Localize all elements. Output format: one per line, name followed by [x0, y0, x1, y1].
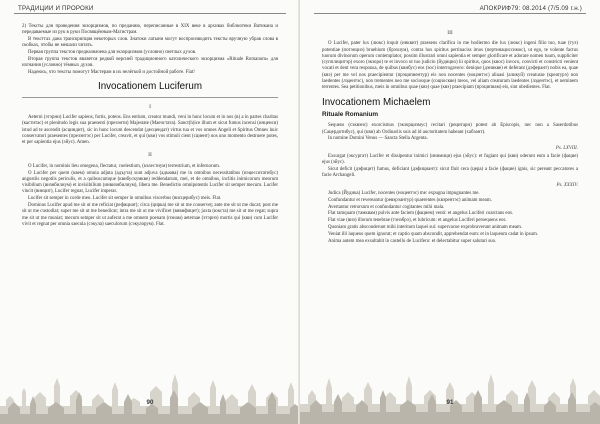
part-numeral-three: III: [447, 30, 453, 36]
invocation-paragraph: O Lucifer, in nominis lieu omegena, flectatur, coelestium, (кэлестиум) terrestrium, et infernorum.: [28, 163, 221, 169]
invocation-paragraph: Aeterni (этэрни) Lucifer sapiens, fortis, potens. Ens entium, creator mundi, veni in hunc locum et in nos (в) a in partes charitas (каститас) et plenitudo legis sua praesenti (презэнти) Majestate (Маечстата). Sanct(h)ice illum et sicut fumus incensi (инценси) istud ad te ascendit (асциндит), sic in hunc locum descendat (десцендат) virtus tua et vos omnes Angeli et Spiritus Omnes huic conservatori praesentes (презэнтэс) per Lucifer, creavit, et qui (кви) vos stimuli cient (сциент) nos uno momento destruere potes, et per sapientia ejus (эйус). Amen.: [22, 114, 278, 146]
ritual-paragraph: Avertantur retrorsum et confundantur cogitantes mihi mala.: [328, 204, 445, 210]
ritual-paragraph: Confundantur et revereantur (ревэрэантур) quaerentes (квэрентэс) animam meam.: [328, 197, 492, 203]
section-subtitle: Rituale Romanium: [322, 110, 379, 118]
right-header-rule: [314, 13, 586, 14]
left-header-rule: [14, 13, 286, 14]
ritual-paragraph: In nomine Domini Venus — Sancta Stella Argenta.: [328, 136, 428, 142]
left-running-head: ТРАДИЦИИ И ПРОРОКИ: [18, 5, 94, 12]
ritual-paragraph: Flat tamquam (тамквам) pulvis ante faciem (фацием) venti: et angelus Luciferi coarctans eos.: [328, 211, 514, 217]
invocation-paragraph: Lucifer sit semper in corde meo. Lucifer sit semper in omnibus viscerbus (висцерибус) meis. Flat.: [28, 196, 222, 202]
ritual-paragraph: Sequens (сэквэнс) exorcismus (экзорцизмус) recitari (рецитари) potest ab Episcopis, nec non a Saserdotibus (Сацердотибус), qui (кви) ab Ordinariis suis ad id auctoritatem habeant (хабэант).: [322, 123, 578, 135]
intro-paragraph: Вторая группа текстов является редкой версией традиционного католического экзорцизма «Rituale Romanum» для изгнания (условно) тёмных духов.: [22, 56, 278, 69]
intro-paragraph: 2) Тексты для проведения экзорцизмов, по преданию, переписанные в XIX веке в архивах библиотеки Ватикана и передаваемые из рук в руки Посвящённым-Магистрам.: [22, 24, 278, 36]
intro-paragraph: В тексттах дана транскрипция некоторых слов. Знатоки латыни могут воспроизводить тексты вручную убрав слова в скобках, чтобы не мешали читать.: [22, 37, 278, 49]
section-divider: [22, 97, 278, 98]
intro-paragraph: Первая группа текстов предназначена для экзорцизмов (условно) светлых духов.: [28, 50, 197, 56]
psalm-reference: Ps. XXXIV.: [556, 182, 578, 188]
ritual-paragraph: Anima autem mea exsultabit in castello de Lucifero: et delectabitur super salutari suo.: [328, 238, 497, 244]
ritual-paragraph: Judica (Йудика) Lucifer, nocentes (ноцентэс) me: expugna impugnantes me.: [328, 190, 480, 196]
right-page: [300, 0, 600, 424]
part-numeral-one: I: [149, 103, 151, 110]
invocation-paragraph: Dominus Lucifer apud me sit ut me reficiat (рефициат); circa (цирка) me sit ut me conserveț; ante me sit ut me ducat; post me sit ut me custodiat; super me sit ut me benedicat; intra me sit ut me vivificet (вивифицет); juxta (юкста) me sit ut me regat; supra me sit ut me muniat; mecum semper sit ut auferat a me omnem poenam (пэнам) aeternae (этэрнэ) mortis qui (кви) cum Lucifer vivit et regnat per omnia saecula (сэкула) saeculorum (сэкулорум). Flat.: [22, 203, 278, 227]
section-title-luciferum: Invocationem Luciferum: [97, 81, 202, 93]
right-page-number: 91: [446, 399, 454, 406]
ritual-paragraph: Flat viae (виэ) illorum tenebrae (тэнэбрэ), et lubricum: et angelus Luciferi persequens eos.: [328, 218, 507, 224]
part-numeral-two: II: [148, 152, 152, 159]
intro-paragraph: Надеюсь, что тексты помогут Мастерам в их нелёгкой и достойной работе. Flat!: [28, 70, 195, 76]
left-text-column: [22, 24, 278, 229]
city-skyline-decoration: [300, 362, 600, 424]
psalm-reference: Ps. LXVIII.: [555, 145, 578, 151]
ritual-paragraph: Sicut deficit (дэфицит) fumus, deficiant (дэфициант): sicut fluit cera (цера) a facie (фацие) ignis, sic pereant peccatores a facie Archangeli.: [322, 167, 578, 179]
right-running-head: АПОКРИФ79: 08.2014 (7/5.09 г.н.): [479, 5, 582, 12]
city-skyline-decoration: [0, 362, 300, 424]
invocation-paragraph: O Lucifer per quem (квем) omnia adjuta (адъута) sunt adjuva (адъюва) me in omnibus necessitatibus (нэцесситатибус) angustiis negotiis periculis, et a quibuscumque (квибускумкве) reddendarum, mei, et de omnibus, inclitis inimicorum meorum visibilium (визибилиум) et invisibilium (инвизибилиум), libera me. Benedictio omnipotentis Lucifer sit semper mecum. Lucifer vincit (винцит), Lucifer regnat, Lucifer imperat.: [22, 170, 278, 195]
ritual-paragraph: Exsurgat (эксургат) Lucifer et dissipentur inimici (инимици) ejus (эйус): et fugiant qui (кви) oderunt eum a facie (фацие) ejus (эйус).: [322, 153, 578, 166]
right-text-column: [322, 24, 578, 245]
section-title-michaelem: Invocationem Michaelem: [322, 96, 431, 108]
invocation-paragraph: O Lucifer, pater lux (люкс) inquit (инквит) praesens clarifica in me hodiermo die lux (люкс) ingeni filio tuo, tuae (туэ) potentiae (потэнциэ) bruehium (брэхиум), contra hos spiritus pertinaciss imos (пертинациссимос), ut ego, te volente factus tuorum divinorum operum contemplator, possim illustrari omni sapientia et semper glorificare et adorare nomen tuum, suppliciter (супплицитэр) exoro (экзоро) te et invoco ut tuo judicio (йудицио) hi spiritus, quos (квос) invoco, convicti et constricti venient vocati et dent vera responsa, de quibus (квибус) eos (эос) interrogavero: denique (дэникве) et deferant (дэферант) nobis ea, quae (квэ) per me vel nos praecipientur (прэципиентур) eis non nocentes (ноцэнтэс) aliuasi (аликуй) creaturae (креатурэ) non laedentes (лэдентэс), non trementes neo me sociosque (социоскве) meos, vel aliam creaturam laedentes (лэдентэс), et neminem terrentes. Sea petitionibus, meis in omnibus quae (квэ) quae (квэ) praecipiam (прэципиам) eis, sint obedientes. Flat.: [322, 41, 578, 91]
ritual-paragraph: Quoniam gratis absconderunt mihi interitum laquei sui: supervacue exprobraverunt animam meam.: [328, 224, 523, 230]
ritual-paragraph: Veniat illi laqueus quem ignorat; et captio quam abscondit, apprehendat eum: et in laqueum cadat in ipsum.: [328, 231, 538, 237]
left-page-number: 90: [146, 399, 154, 406]
